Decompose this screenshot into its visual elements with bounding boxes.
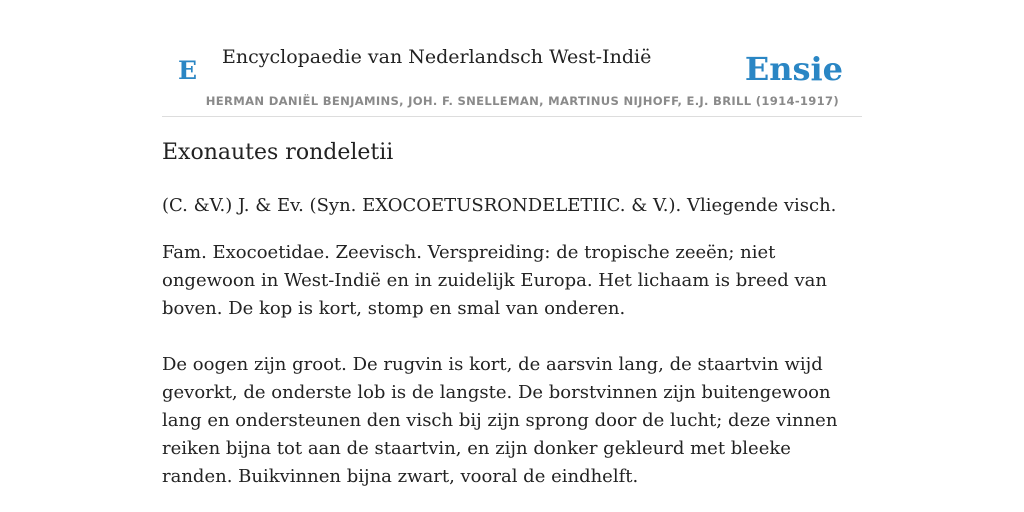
article-title: Exonautes rondeletii [162, 140, 394, 165]
ensie-logo-link[interactable]: Ensie [744, 50, 843, 88]
encyclopedia-title-link[interactable]: Encyclopaedie van Nederlandsch West-Indië [222, 46, 652, 68]
encyclopedia-logo-icon[interactable]: E [178, 56, 198, 85]
authors-line: HERMAN DANIËL BENJAMINS, JOH. F. SNELLEMAN, MARTINUS NIJHOFF, E.J. BRILL (1914-1917) [205, 94, 839, 108]
article-paragraph-2: Fam. Exocoetidae. Zeevisch. Verspreiding: de tropische zeeën; niet ongewoon in West-Indië en in zuidelijk Europa. Het lichaam is breed van boven. De kop is kort, stomp en smal van onderen. [162, 242, 827, 319]
article-paragraph-3: De oogen zijn groot. De rugvin is kort, de aarsvin lang, de staartvin wijd gevorkt, de onderste lob is de langste. De borstvinnen zijn buitengewoon lang en ondersteunen den visch bij zijn sprong door de lucht; deze vinnen reiken bijna tot aan de staartvin, en zijn donker gekleurd met bleeke randen. Buikvinnen bijna zwart, vooral de eindhelft. [162, 354, 838, 487]
article-paragraph-1: (C. &V.) J. & Ev. (Syn. EXOCOETUSRONDELETIIC. & V.). Vliegende visch. [162, 195, 837, 216]
header [162, 0, 862, 117]
page [162, 0, 862, 512]
